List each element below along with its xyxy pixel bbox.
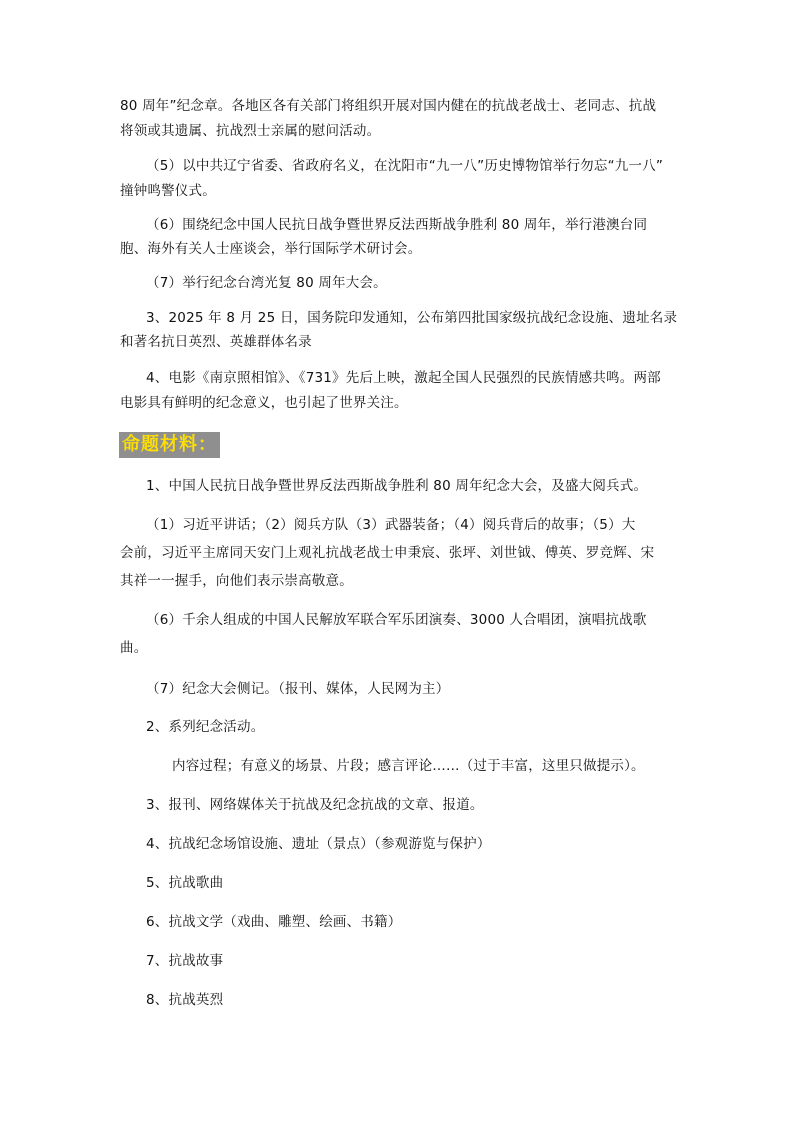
- paragraph-line: 80 周年”纪念章。各地区各有关部门将组织开展对国内健在的抗战老战士、老同志、抗战: [120, 98, 657, 114]
- paragraph-line: 内容过程；有意义的场景、片段；感言评论……（过于丰富，这里只做提示）。: [172, 758, 645, 774]
- list-item: 7、抗战故事: [146, 953, 224, 969]
- paragraph-line: 其祥一一握手，向他们表示崇高敬意。: [120, 573, 353, 589]
- paragraph-line: （7）举行纪念台湾光复 80 周年大会。: [146, 275, 387, 291]
- list-item: 2、系列纪念活动。: [146, 719, 265, 735]
- paragraph-line: 电影具有鲜明的纪念意义，也引起了世界关注。: [120, 395, 408, 411]
- paragraph-line: （6）围绕纪念中国人民抗日战争暨世界反法西斯战争胜利 80 周年，举行港澳台同: [146, 217, 648, 233]
- paragraph-line: （7）纪念大会侧记。（报刊、媒体，人民网为主）: [146, 681, 450, 697]
- paragraph-line: 4、电影《南京照相馆》、《731》先后上映，激起全国人民强烈的民族情感共鸣。两部: [146, 370, 661, 386]
- paragraph-line: （5）以中共辽宁省委、省政府名义，在沈阳市“九一八”历史博物馆举行勿忘“九一八”: [146, 158, 664, 174]
- paragraph-line: 将领或其遗属、抗战烈士亲属的慰问活动。: [120, 123, 381, 139]
- list-item: 5、抗战歌曲: [146, 875, 224, 891]
- list-item: 6、抗战文学（戏曲、雕塑、绘画、书籍）: [146, 914, 402, 930]
- list-item: 1、中国人民抗日战争暨世界反法西斯战争胜利 80 周年纪念大会，及盛大阅兵式。: [146, 478, 648, 494]
- paragraph-line: 曲。: [120, 640, 148, 656]
- paragraph-line: 撞钟鸣警仪式。: [120, 183, 216, 199]
- section-heading: 命题材料：: [119, 432, 220, 458]
- list-item: 4、抗战纪念场馆设施、遗址（景点）（参观游览与保护）: [146, 836, 491, 852]
- paragraph-line: 胞、海外有关人士座谈会，举行国际学术研讨会。: [120, 241, 422, 257]
- list-item: 8、抗战英烈: [146, 992, 224, 1008]
- paragraph-line: （1）习近平讲话；（2）阅兵方队（3）武器装备；（4）阅兵背后的故事；（5）大: [146, 517, 636, 533]
- list-item: 3、报刊、网络媒体关于抗战及纪念抗战的文章、报道。: [146, 797, 484, 813]
- paragraph-line: （6）千余人组成的中国人民解放军联合军乐团演奏、3000 人合唱团，演唱抗战歌: [146, 612, 647, 628]
- paragraph-line: 和著名抗日英烈、英雄群体名录: [120, 334, 312, 350]
- paragraph-line: 会前，习近平主席同天安门上观礼抗战老战士申秉宸、张坪、刘世钺、傅英、罗竞辉、宋: [120, 545, 655, 561]
- paragraph-line: 3、2025 年 8 月 25 日，国务院印发通知，公布第四批国家级抗战纪念设施、遗址名录: [146, 310, 678, 326]
